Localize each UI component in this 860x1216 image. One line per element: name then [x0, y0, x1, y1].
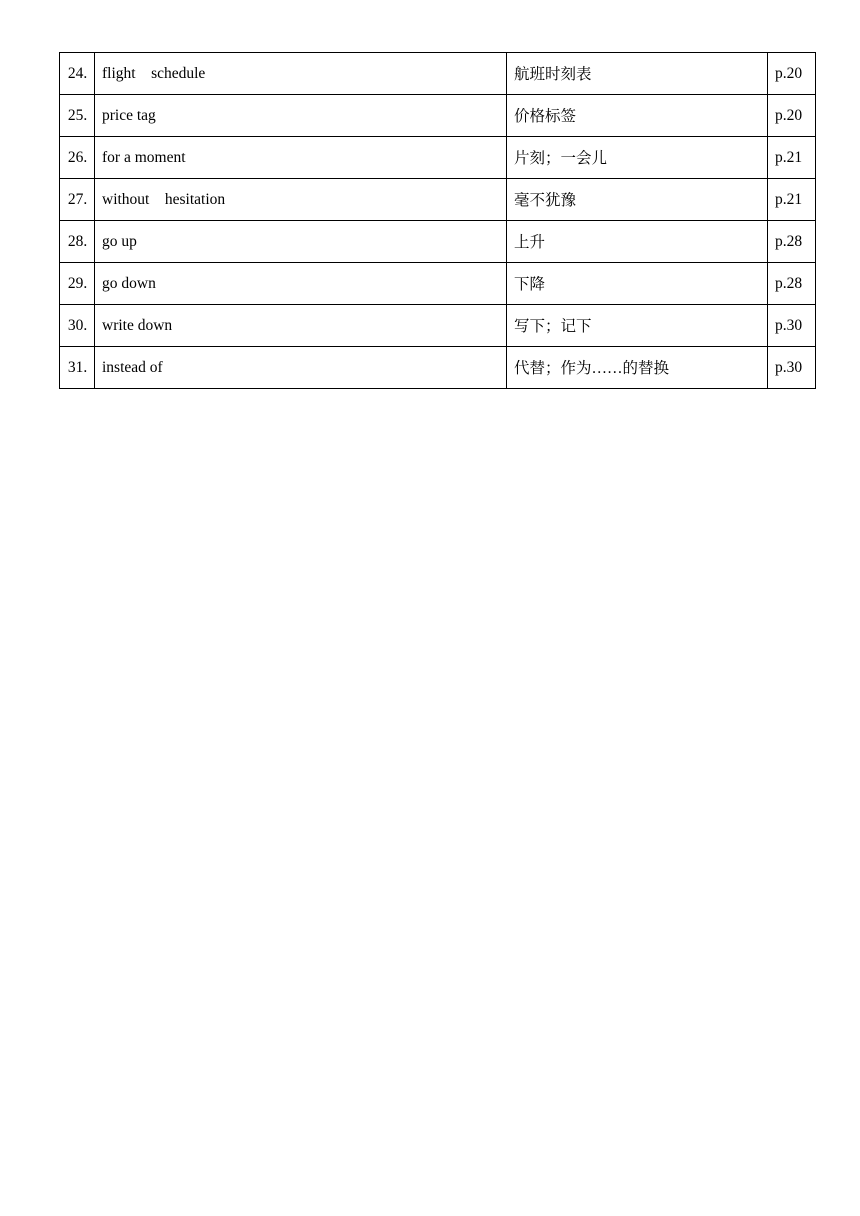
- english-phrase-text: for a moment: [102, 148, 186, 166]
- english-phrase: [95, 179, 507, 221]
- vocabulary-table: [59, 52, 816, 389]
- english-phrase-text: go up: [102, 232, 137, 250]
- chinese-meaning: 写下；记下: [507, 305, 768, 347]
- table-row: [60, 263, 816, 305]
- table-row: [60, 95, 816, 137]
- row-number: 24.: [60, 53, 95, 95]
- english-phrase: [95, 347, 507, 389]
- english-phrase-text: flight schedule: [102, 64, 206, 82]
- page-reference: p.21: [768, 137, 816, 179]
- table-row: [60, 221, 816, 263]
- table-row: [60, 137, 816, 179]
- row-number: 27.: [60, 179, 95, 221]
- page-reference: p.30: [768, 347, 816, 389]
- row-number: 29.: [60, 263, 95, 305]
- row-number: 30.: [60, 305, 95, 347]
- english-phrase: [95, 221, 507, 263]
- english-phrase-text: go down: [102, 274, 156, 292]
- row-number: 25.: [60, 95, 95, 137]
- english-phrase: [95, 53, 507, 95]
- page-reference: p.30: [768, 305, 816, 347]
- page-reference: p.20: [768, 95, 816, 137]
- row-number: 28.: [60, 221, 95, 263]
- table-row: [60, 179, 816, 221]
- row-number: 31.: [60, 347, 95, 389]
- english-phrase-text: price tag: [102, 106, 156, 124]
- english-phrase: [95, 95, 507, 137]
- row-number: 26.: [60, 137, 95, 179]
- page-reference: p.20: [768, 53, 816, 95]
- chinese-meaning: 航班时刻表: [507, 53, 768, 95]
- english-phrase: [95, 305, 507, 347]
- english-phrase-text: write down: [102, 316, 173, 334]
- page-reference: p.21: [768, 179, 816, 221]
- english-phrase: [95, 263, 507, 305]
- chinese-meaning: 价格标签: [507, 95, 768, 137]
- english-phrase-text: instead of: [102, 358, 163, 376]
- chinese-meaning: 片刻；一会儿: [507, 137, 768, 179]
- table-row: [60, 305, 816, 347]
- page-reference: p.28: [768, 263, 816, 305]
- english-phrase-text: without hesitation: [102, 190, 226, 208]
- chinese-meaning: 上升: [507, 221, 768, 263]
- table-row: [60, 53, 816, 95]
- table-row: [60, 347, 816, 389]
- english-phrase: [95, 137, 507, 179]
- chinese-meaning: 毫不犹豫: [507, 179, 768, 221]
- chinese-meaning: 代替；作为……的替换: [507, 347, 768, 389]
- chinese-meaning: 下降: [507, 263, 768, 305]
- page-reference: p.28: [768, 221, 816, 263]
